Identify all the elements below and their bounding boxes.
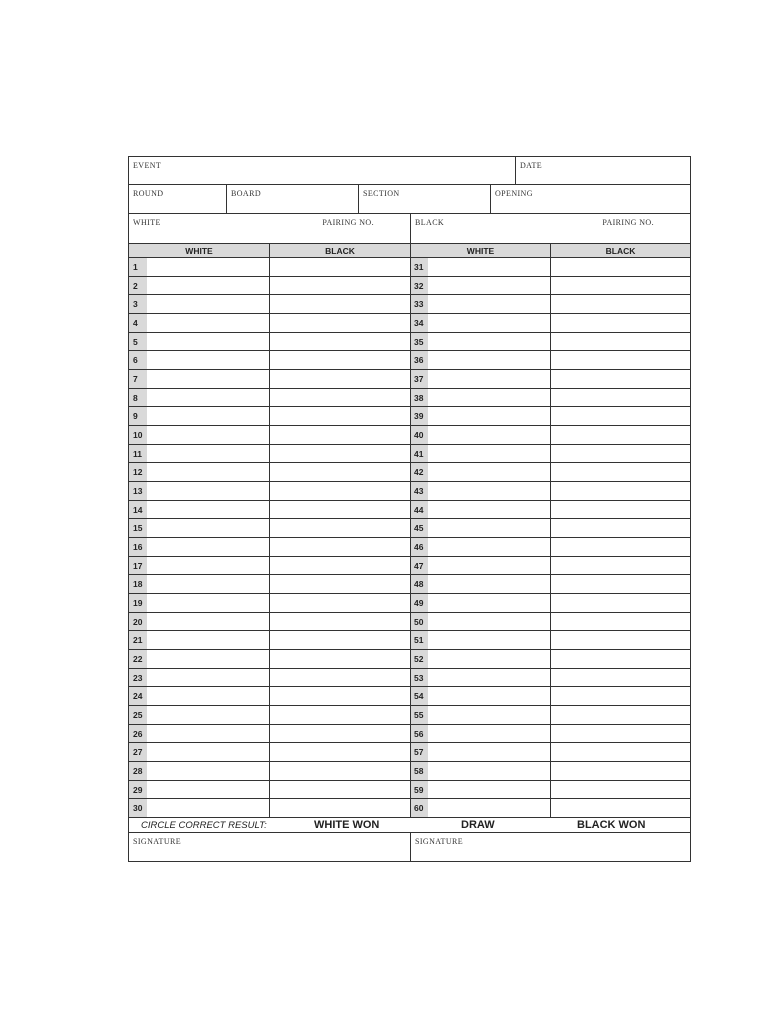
left-black-move-cell[interactable] — [269, 519, 410, 537]
left-black-move-cell[interactable] — [269, 445, 410, 463]
move-number: 39 — [410, 407, 428, 425]
move-number: 42 — [410, 463, 428, 481]
move-number: 16 — [129, 538, 147, 556]
move-number: 13 — [129, 482, 147, 500]
move-number: 55 — [410, 706, 428, 724]
players-row — [129, 214, 690, 243]
left-white-move-cell[interactable] — [147, 762, 269, 780]
left-white-move-cell[interactable] — [147, 575, 269, 593]
col-left-black: BLACK — [269, 244, 410, 257]
white-signature-field[interactable] — [129, 833, 410, 861]
move-number: 21 — [129, 631, 147, 649]
opening-field[interactable] — [490, 185, 690, 213]
move-number: 24 — [129, 687, 147, 705]
right-white-move-cell[interactable] — [428, 687, 550, 705]
left-black-move-cell[interactable] — [269, 351, 410, 369]
right-white-move-cell[interactable] — [428, 613, 550, 631]
right-black-move-cell[interactable] — [550, 370, 690, 388]
right-white-move-cell[interactable] — [428, 482, 550, 500]
move-number: 22 — [129, 650, 147, 668]
right-white-move-cell[interactable] — [428, 781, 550, 799]
right-white-move-cell[interactable] — [428, 706, 550, 724]
left-black-move-cell[interactable] — [269, 594, 410, 612]
move-number: 35 — [410, 333, 428, 351]
date-field[interactable] — [515, 157, 690, 184]
left-white-move-cell[interactable] — [147, 799, 269, 817]
event-row — [129, 157, 690, 185]
right-white-move-cell[interactable] — [428, 650, 550, 668]
move-number: 31 — [410, 258, 428, 276]
right-white-move-cell[interactable] — [428, 538, 550, 556]
right-black-move-cell[interactable] — [550, 669, 690, 687]
left-white-move-cell[interactable] — [147, 277, 269, 295]
section-field[interactable] — [358, 185, 490, 213]
right-black-move-cell[interactable] — [550, 781, 690, 799]
right-white-move-cell[interactable] — [428, 557, 550, 575]
left-white-move-cell[interactable] — [147, 295, 269, 313]
right-black-move-cell[interactable] — [550, 687, 690, 705]
right-black-move-cell[interactable] — [550, 594, 690, 612]
move-number: 34 — [410, 314, 428, 332]
right-black-move-cell[interactable] — [550, 351, 690, 369]
left-black-move-cell[interactable] — [269, 799, 410, 817]
left-white-move-cell[interactable] — [147, 445, 269, 463]
left-white-move-cell[interactable] — [147, 594, 269, 612]
right-white-move-cell[interactable] — [428, 575, 550, 593]
move-number: 58 — [410, 762, 428, 780]
move-number: 18 — [129, 575, 147, 593]
event-field[interactable] — [129, 157, 515, 184]
move-number: 43 — [410, 482, 428, 500]
left-black-move-cell[interactable] — [269, 650, 410, 668]
move-number: 20 — [129, 613, 147, 631]
right-white-move-cell[interactable] — [428, 407, 550, 425]
right-black-move-cell[interactable] — [550, 314, 690, 332]
right-black-move-cell[interactable] — [550, 631, 690, 649]
chess-scoresheet — [128, 156, 691, 862]
right-black-move-cell[interactable] — [550, 482, 690, 500]
left-white-move-cell[interactable] — [147, 650, 269, 668]
right-black-move-cell[interactable] — [550, 426, 690, 444]
left-black-move-cell[interactable] — [269, 314, 410, 332]
event-label: EVENT — [133, 161, 162, 170]
black-won-option[interactable]: BLACK WON — [577, 819, 646, 831]
move-number: 38 — [410, 389, 428, 407]
left-white-move-cell[interactable] — [147, 426, 269, 444]
move-number: 14 — [129, 501, 147, 519]
right-white-move-cell[interactable] — [428, 799, 550, 817]
right-white-move-cell[interactable] — [428, 445, 550, 463]
left-black-move-cell[interactable] — [269, 277, 410, 295]
right-white-move-cell[interactable] — [428, 295, 550, 313]
move-number: 40 — [410, 426, 428, 444]
left-black-move-cell[interactable] — [269, 762, 410, 780]
left-black-move-cell[interactable] — [269, 482, 410, 500]
move-number: 5 — [129, 333, 147, 351]
right-white-move-cell[interactable] — [428, 594, 550, 612]
move-number: 23 — [129, 669, 147, 687]
left-white-move-cell[interactable] — [147, 669, 269, 687]
left-white-move-cell[interactable] — [147, 613, 269, 631]
right-white-move-cell[interactable] — [428, 669, 550, 687]
left-black-move-cell[interactable] — [269, 575, 410, 593]
right-black-move-cell[interactable] — [550, 650, 690, 668]
move-number: 51 — [410, 631, 428, 649]
left-black-move-cell[interactable] — [269, 389, 410, 407]
left-white-move-cell[interactable] — [147, 781, 269, 799]
move-number: 17 — [129, 557, 147, 575]
left-black-move-cell[interactable] — [269, 725, 410, 743]
move-number: 33 — [410, 295, 428, 313]
black-signature-field[interactable] — [410, 833, 690, 861]
right-black-move-cell[interactable] — [550, 613, 690, 631]
left-black-move-cell[interactable] — [269, 407, 410, 425]
divider — [550, 258, 551, 818]
move-number: 3 — [129, 295, 147, 313]
move-number: 4 — [129, 314, 147, 332]
left-black-move-cell[interactable] — [269, 258, 410, 276]
left-black-move-cell[interactable] — [269, 781, 410, 799]
move-number: 6 — [129, 351, 147, 369]
column-header-row — [129, 243, 690, 258]
right-white-move-cell[interactable] — [428, 258, 550, 276]
divider — [410, 258, 411, 818]
right-white-move-cell[interactable] — [428, 351, 550, 369]
white-player-field[interactable] — [129, 214, 410, 243]
right-black-move-cell[interactable] — [550, 501, 690, 519]
right-white-move-cell[interactable] — [428, 631, 550, 649]
move-number: 29 — [129, 781, 147, 799]
right-white-move-cell[interactable] — [428, 426, 550, 444]
left-black-move-cell[interactable] — [269, 557, 410, 575]
left-black-move-cell[interactable] — [269, 370, 410, 388]
move-number: 45 — [410, 519, 428, 537]
right-white-move-cell[interactable] — [428, 725, 550, 743]
left-white-move-cell[interactable] — [147, 389, 269, 407]
right-white-move-cell[interactable] — [428, 277, 550, 295]
left-white-move-cell[interactable] — [147, 687, 269, 705]
left-black-move-cell[interactable] — [269, 333, 410, 351]
left-white-move-cell[interactable] — [147, 463, 269, 481]
move-number: 9 — [129, 407, 147, 425]
left-white-move-cell[interactable] — [147, 743, 269, 761]
signature-row — [129, 833, 690, 861]
right-white-move-cell[interactable] — [428, 743, 550, 761]
left-white-move-cell[interactable] — [147, 333, 269, 351]
move-number: 1 — [129, 258, 147, 276]
move-number: 7 — [129, 370, 147, 388]
round-label: ROUND — [133, 189, 164, 198]
left-black-move-cell[interactable] — [269, 706, 410, 724]
board-field[interactable] — [226, 185, 358, 213]
move-number: 25 — [129, 706, 147, 724]
left-black-move-cell[interactable] — [269, 743, 410, 761]
right-white-move-cell[interactable] — [428, 519, 550, 537]
round-row — [129, 185, 690, 214]
left-black-move-cell[interactable] — [269, 426, 410, 444]
right-white-move-cell[interactable] — [428, 762, 550, 780]
result-row — [129, 818, 690, 833]
right-black-move-cell[interactable] — [550, 258, 690, 276]
left-white-move-cell[interactable] — [147, 538, 269, 556]
move-number: 46 — [410, 538, 428, 556]
move-number: 48 — [410, 575, 428, 593]
draw-option[interactable]: DRAW — [461, 819, 495, 831]
round-field[interactable] — [129, 185, 226, 213]
section-label: SECTION — [363, 189, 400, 198]
left-black-move-cell[interactable] — [269, 295, 410, 313]
move-number: 50 — [410, 613, 428, 631]
left-white-move-cell[interactable] — [147, 725, 269, 743]
move-number: 19 — [129, 594, 147, 612]
move-number: 52 — [410, 650, 428, 668]
right-black-move-cell[interactable] — [550, 295, 690, 313]
right-black-move-cell[interactable] — [550, 743, 690, 761]
move-number: 57 — [410, 743, 428, 761]
move-number: 26 — [129, 725, 147, 743]
left-black-move-cell[interactable] — [269, 538, 410, 556]
right-black-move-cell[interactable] — [550, 389, 690, 407]
left-white-move-cell[interactable] — [147, 351, 269, 369]
left-black-move-cell[interactable] — [269, 613, 410, 631]
left-white-move-cell[interactable] — [147, 501, 269, 519]
move-number: 2 — [129, 277, 147, 295]
right-black-move-cell[interactable] — [550, 333, 690, 351]
date-label: DATE — [520, 161, 543, 170]
opening-label: OPENING — [495, 189, 533, 198]
right-black-move-cell[interactable] — [550, 557, 690, 575]
result-prompt: CIRCLE CORRECT RESULT: — [141, 820, 267, 831]
move-number: 53 — [410, 669, 428, 687]
right-black-move-cell[interactable] — [550, 762, 690, 780]
col-left-white: WHITE — [185, 246, 213, 256]
left-white-move-cell[interactable] — [147, 631, 269, 649]
white-won-option[interactable]: WHITE WON — [314, 819, 380, 831]
left-white-move-cell[interactable] — [147, 407, 269, 425]
col-right-white: WHITE — [410, 244, 550, 257]
right-white-move-cell[interactable] — [428, 463, 550, 481]
move-number: 49 — [410, 594, 428, 612]
right-black-move-cell[interactable] — [550, 725, 690, 743]
black-pairing-label: PAIRING NO. — [602, 218, 654, 227]
white-pairing-label: PAIRING NO. — [322, 218, 374, 227]
move-number: 27 — [129, 743, 147, 761]
board-label: BOARD — [231, 189, 262, 198]
left-white-move-cell[interactable] — [147, 519, 269, 537]
right-white-move-cell[interactable] — [428, 370, 550, 388]
right-white-move-cell[interactable] — [428, 314, 550, 332]
move-number: 37 — [410, 370, 428, 388]
right-black-move-cell[interactable] — [550, 575, 690, 593]
left-white-move-cell[interactable] — [147, 482, 269, 500]
move-number: 56 — [410, 725, 428, 743]
left-black-move-cell[interactable] — [269, 687, 410, 705]
right-white-move-cell[interactable] — [428, 333, 550, 351]
right-black-move-cell[interactable] — [550, 799, 690, 817]
left-black-move-cell[interactable] — [269, 631, 410, 649]
left-white-move-cell[interactable] — [147, 370, 269, 388]
move-number: 60 — [410, 799, 428, 817]
right-black-move-cell[interactable] — [550, 445, 690, 463]
divider — [269, 258, 270, 818]
right-black-move-cell[interactable] — [550, 538, 690, 556]
left-black-move-cell[interactable] — [269, 501, 410, 519]
right-white-move-cell[interactable] — [428, 501, 550, 519]
move-number: 44 — [410, 501, 428, 519]
move-number: 54 — [410, 687, 428, 705]
move-number: 28 — [129, 762, 147, 780]
left-white-move-cell[interactable] — [147, 314, 269, 332]
move-number: 41 — [410, 445, 428, 463]
black-player-label: BLACK — [415, 218, 445, 227]
move-number: 12 — [129, 463, 147, 481]
black-signature-label: SIGNATURE — [415, 837, 464, 846]
move-grid — [129, 258, 690, 818]
white-signature-label: SIGNATURE — [133, 837, 182, 846]
col-right-black: BLACK — [550, 244, 690, 257]
right-black-move-cell[interactable] — [550, 519, 690, 537]
move-number: 10 — [129, 426, 147, 444]
move-number: 15 — [129, 519, 147, 537]
black-player-field[interactable] — [410, 214, 690, 243]
right-black-move-cell[interactable] — [550, 277, 690, 295]
left-black-move-cell[interactable] — [269, 669, 410, 687]
right-black-move-cell[interactable] — [550, 463, 690, 481]
right-black-move-cell[interactable] — [550, 407, 690, 425]
right-black-move-cell[interactable] — [550, 706, 690, 724]
left-white-move-cell[interactable] — [147, 258, 269, 276]
move-number: 30 — [129, 799, 147, 817]
move-number: 8 — [129, 389, 147, 407]
move-number: 47 — [410, 557, 428, 575]
right-white-move-cell[interactable] — [428, 389, 550, 407]
move-number: 59 — [410, 781, 428, 799]
left-black-move-cell[interactable] — [269, 463, 410, 481]
white-player-label: WHITE — [133, 218, 161, 227]
left-white-move-cell[interactable] — [147, 706, 269, 724]
move-number: 11 — [129, 445, 147, 463]
move-number: 32 — [410, 277, 428, 295]
left-white-move-cell[interactable] — [147, 557, 269, 575]
move-number: 36 — [410, 351, 428, 369]
